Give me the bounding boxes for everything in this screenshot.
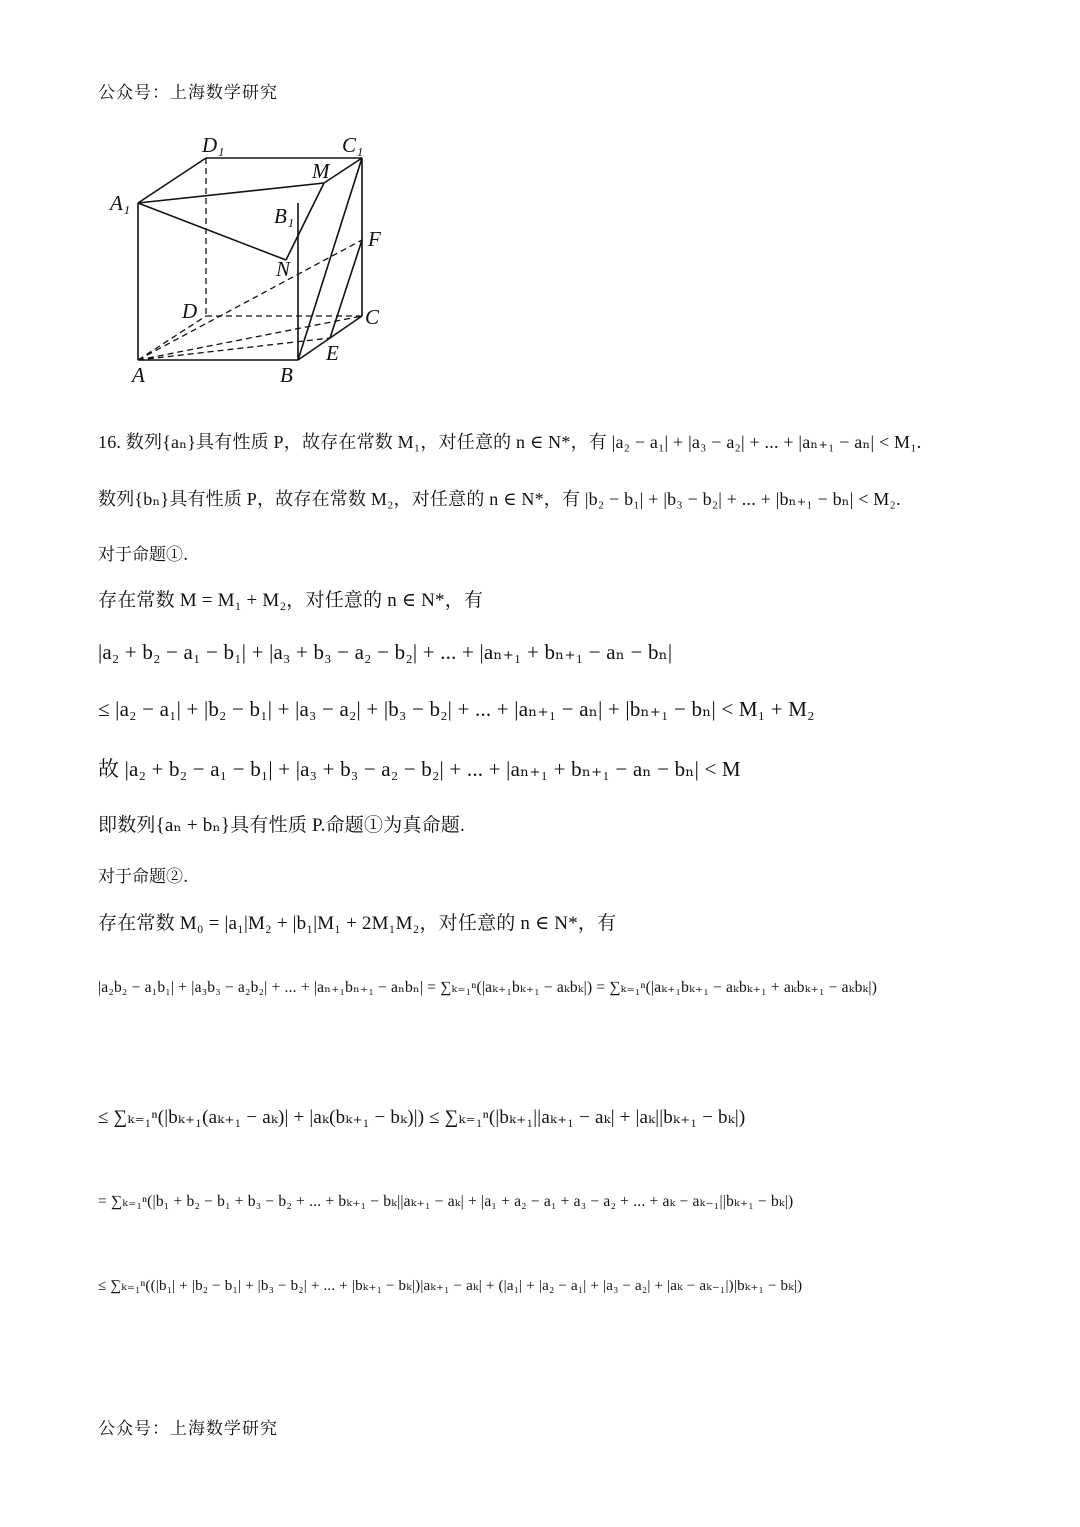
solution-line-14: ≤ ∑ₖ₌₁ⁿ((|b₁| + |b₂ − b₁| + |b₃ − b₂| + ... + |bₖ₊₁ − bₖ|)|aₖ₊₁ − aₖ| + (|a₁| + |a₂ − a₁| + |a₃ − a₂| + |aₖ − aₖ₋₁|)|bₖ₊₁ − bₖ|) — [98, 1278, 803, 1294]
segment-mc1 — [324, 158, 362, 183]
solution-line-13: = ∑ₖ₌₁ⁿ(|b₁ + b₂ − b₁ + b₃ − b₂ + ... + bₖ₊₁ − bₖ||aₖ₊₁ − aₖ| + |a₁ + a₂ − a₁ + a₃ − a₂ + ... + aₖ − aₖ₋₁||bₖ₊₁ − bₖ|) — [98, 1193, 794, 1210]
solution-line-5: |a₂ + b₂ − a₁ − b₁| + |a₃ + b₃ − a₂ − b₂| + ... + |aₙ₊₁ + bₙ₊₁ − aₙ − bₙ| — [98, 640, 673, 664]
page-footer: 公众号：上海数学研究 — [98, 1419, 278, 1439]
label-c: C — [365, 305, 380, 329]
label-b1: B₁ — [274, 204, 295, 228]
label-n: N — [276, 257, 291, 281]
solution-line-12: ≤ ∑ₖ₌₁ⁿ(|bₖ₊₁(aₖ₊₁ − aₖ)| + |aₖ(bₖ₊₁ − bₖ)|) ≤ ∑ₖ₌₁ⁿ(|bₖ₊₁||aₖ₊₁ − aₖ| + |aₖ||bₖ₊₁ − bₖ|) — [98, 1107, 746, 1128]
solution-line-4: 存在常数 M = M₁ + M₂，对任意的 n ∈ N*，有 — [98, 590, 484, 611]
solution-line-10: 存在常数 M₀ = |a₁|M₂ + |b₁|M₁ + 2M₁M₂，对任意的 n ∈ N*，有 — [98, 913, 617, 934]
label-m: M — [312, 159, 330, 183]
segment-bc1 — [298, 158, 362, 360]
label-a: A — [132, 363, 145, 387]
label-b: B — [280, 363, 293, 387]
solution-line-11: |a₂b₂ − a₁b₁| + |a₃b₃ − a₂b₂| + ... + |aₙ₊₁bₙ₊₁ − aₙbₙ| = ∑ₖ₌₁ⁿ(|aₖ₊₁bₖ₊₁ − aₖbₖ|) = ∑ₖ₌₁ⁿ(|aₖ₊₁bₖ₊₁ − aₖbₖ₊₁ + aₖbₖ₊₁ − aₖbₖ|) — [98, 979, 878, 996]
label-c1: C₁ — [342, 133, 364, 157]
cube-figure — [108, 128, 408, 390]
segment-a1m — [138, 183, 324, 203]
solution-line-6: ≤ |a₂ − a₁| + |b₂ − b₁| + |a₃ − a₂| + |b₃ − b₂| + ... + |aₙ₊₁ − aₙ| + |bₙ₊₁ − bₙ| < M₁ + M₂ — [98, 697, 815, 721]
page-header: 公众号：上海数学研究 — [98, 83, 278, 103]
solution-line-1: 16. 数列{aₙ}具有性质 P，故存在常数 M₁，对任意的 n ∈ N*，有 |a₂ − a₁| + |a₃ − a₂| + ... + |aₙ₊₁ − aₙ| < M₁. — [98, 432, 922, 452]
segment-a1n — [138, 203, 286, 260]
solution-line-2: 数列{bₙ}具有性质 P，故存在常数 M₂，对任意的 n ∈ N*，有 |b₂ − b₁| + |b₃ − b₂| + ... + |bₙ₊₁ − bₙ| < M₂. — [98, 489, 901, 509]
solution-line-7: 故 |a₂ + b₂ − a₁ − b₁| + |a₃ + b₃ − a₂ − b₂| + ... + |aₙ₊₁ + bₙ₊₁ − aₙ − bₙ| < M — [98, 757, 741, 781]
solution-line-9: 对于命题②. — [98, 867, 189, 887]
label-f: F — [368, 227, 381, 251]
solution-line-8: 即数列{aₙ + bₙ}具有性质 P.命题①为真命题. — [98, 815, 465, 836]
label-d: D — [182, 299, 198, 323]
label-d1: D₁ — [202, 133, 225, 157]
solution-line-3: 对于命题①. — [98, 545, 189, 565]
label-a1: A₁ — [110, 191, 131, 215]
label-e: E — [326, 341, 339, 365]
